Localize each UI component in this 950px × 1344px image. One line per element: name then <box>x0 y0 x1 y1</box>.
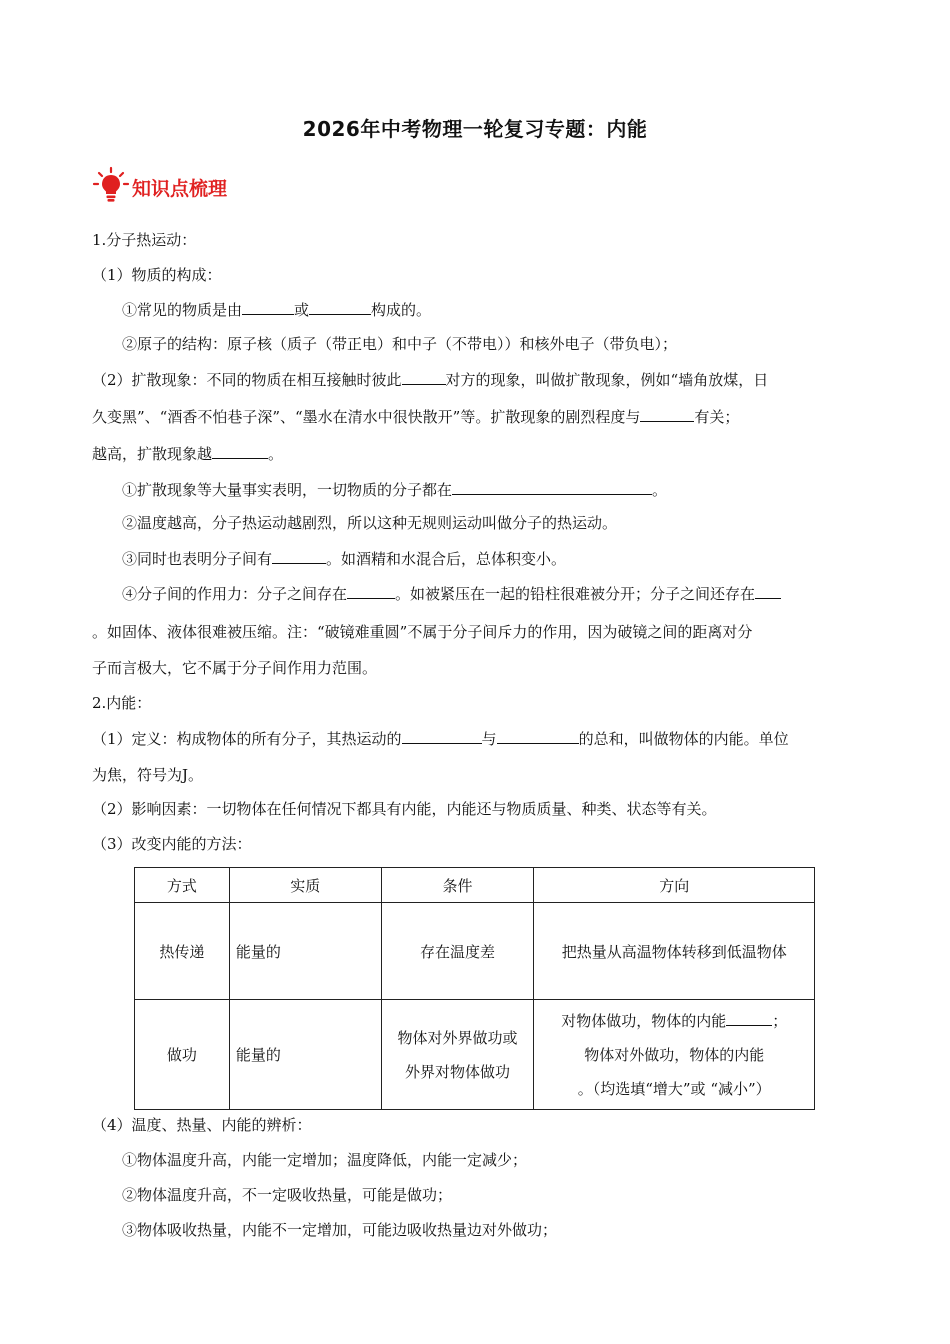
fill-blank[interactable] <box>402 369 446 385</box>
table-header: 条件 <box>381 868 534 903</box>
methods-table <box>134 867 815 1110</box>
text-line: 。如固体、液体很难被压缩。注：“破镜难重圆”不属于分子间斥力的作用，因为破镜之间的距离对分 <box>92 623 753 641</box>
text-line: ③物体吸收热量，内能不一定增加，可能边吸收热量边对外做功； <box>122 1221 558 1239</box>
fill-blank[interactable] <box>212 443 268 459</box>
table-cell: 物体对外界做功或 外界对物体做功 <box>381 1000 534 1110</box>
table-cell: 存在温度差 <box>381 903 534 1000</box>
heading-internal-energy: 2.内能： <box>92 694 152 712</box>
fill-blank[interactable] <box>497 728 579 744</box>
section-header <box>92 166 227 204</box>
fill-blank[interactable] <box>726 1010 772 1026</box>
fill-blank[interactable] <box>347 583 395 599</box>
table-row <box>135 1000 815 1110</box>
text-line: ②物体温度升高，不一定吸收热量，可能是做功； <box>122 1186 453 1204</box>
text-line: 子而言极大，它不属于分子间作用力范围。 <box>92 659 378 677</box>
text-line: （4）温度、热量、内能的辨析： <box>92 1116 312 1134</box>
table-header: 方式 <box>135 868 230 903</box>
lightbulb-icon <box>92 166 130 204</box>
table-header: 实质 <box>229 868 381 903</box>
text-line: ②原子的结构：原子核（质子（带正电）和中子（不带电））和核外电子（带负电）； <box>122 335 678 353</box>
section-title: 知识点梳理 <box>132 177 228 200</box>
fill-blank[interactable] <box>242 299 294 315</box>
table-cell: 能量的 <box>229 903 381 1000</box>
table-header-row <box>135 868 815 903</box>
table-cell: 把热量从高温物体转移到低温物体 <box>534 903 815 1000</box>
text-line: ①扩散现象等大量事实表明，一切物质的分子都在 。 <box>122 481 668 499</box>
text-line: （2）扩散现象：不同的物质在相互接触时彼此 对方的现象，叫做扩散现象，例如“墙角放煤，日 <box>92 371 769 389</box>
text-line: 久变黑”、“酒香不怕巷子深”、“墨水在清水中很快散开”等。扩散现象的剧烈程度与 有关； <box>92 408 740 426</box>
sub-heading-composition: （1）物质的构成： <box>92 266 222 284</box>
text-line: 越高，扩散现象越 。 <box>92 445 284 463</box>
fill-blank[interactable] <box>402 728 482 744</box>
text-line: ①常见的物质是由 或 构成的。 <box>122 301 432 319</box>
text-line: ①物体温度升高，内能一定增加；温度降低，内能一定减少； <box>122 1151 528 1169</box>
fill-blank[interactable] <box>640 406 694 422</box>
heading-molecular-motion: 1.分子热运动： <box>92 231 197 249</box>
table-row <box>135 903 815 1000</box>
text-line: ④分子间的作用力：分子之间存在 。如被紧压在一起的铅柱很难被分开；分子之间还存在 <box>122 583 781 604</box>
fill-blank[interactable] <box>272 548 326 564</box>
fill-blank[interactable] <box>452 479 652 495</box>
page-title: 2026年中考物理一轮复习专题：内能 <box>302 117 648 141</box>
fill-blank[interactable] <box>309 299 371 315</box>
table-cell: 做功 <box>135 1000 230 1110</box>
text-line: （2）影响因素：一切物体在任何情况下都具有内能，内能还与物质质量、种类、状态等有关。 <box>92 800 717 818</box>
text-line: ②温度越高，分子热运动越剧烈，所以这种无规则运动叫做分子的热运动。 <box>122 514 618 532</box>
table-cell: 对物体做功，物体的内能 ； 物体对外做功，物体的内能 。（均选填“增大”或 “减小”） <box>534 1000 815 1110</box>
table-cell: 能量的 <box>229 1000 381 1110</box>
text-line: （1）定义：构成物体的所有分子，其热运动的 与 的总和，叫做物体的内能。单位 <box>92 730 789 748</box>
table-header: 方向 <box>534 868 815 903</box>
text-line: ③同时也表明分子间有 。如酒精和水混合后，总体积变小。 <box>122 550 567 568</box>
fill-blank[interactable] <box>755 583 781 599</box>
text-line: 为焦，符号为J。 <box>92 766 204 784</box>
text-line: （3）改变内能的方法： <box>92 835 252 853</box>
table-cell: 热传递 <box>135 903 230 1000</box>
